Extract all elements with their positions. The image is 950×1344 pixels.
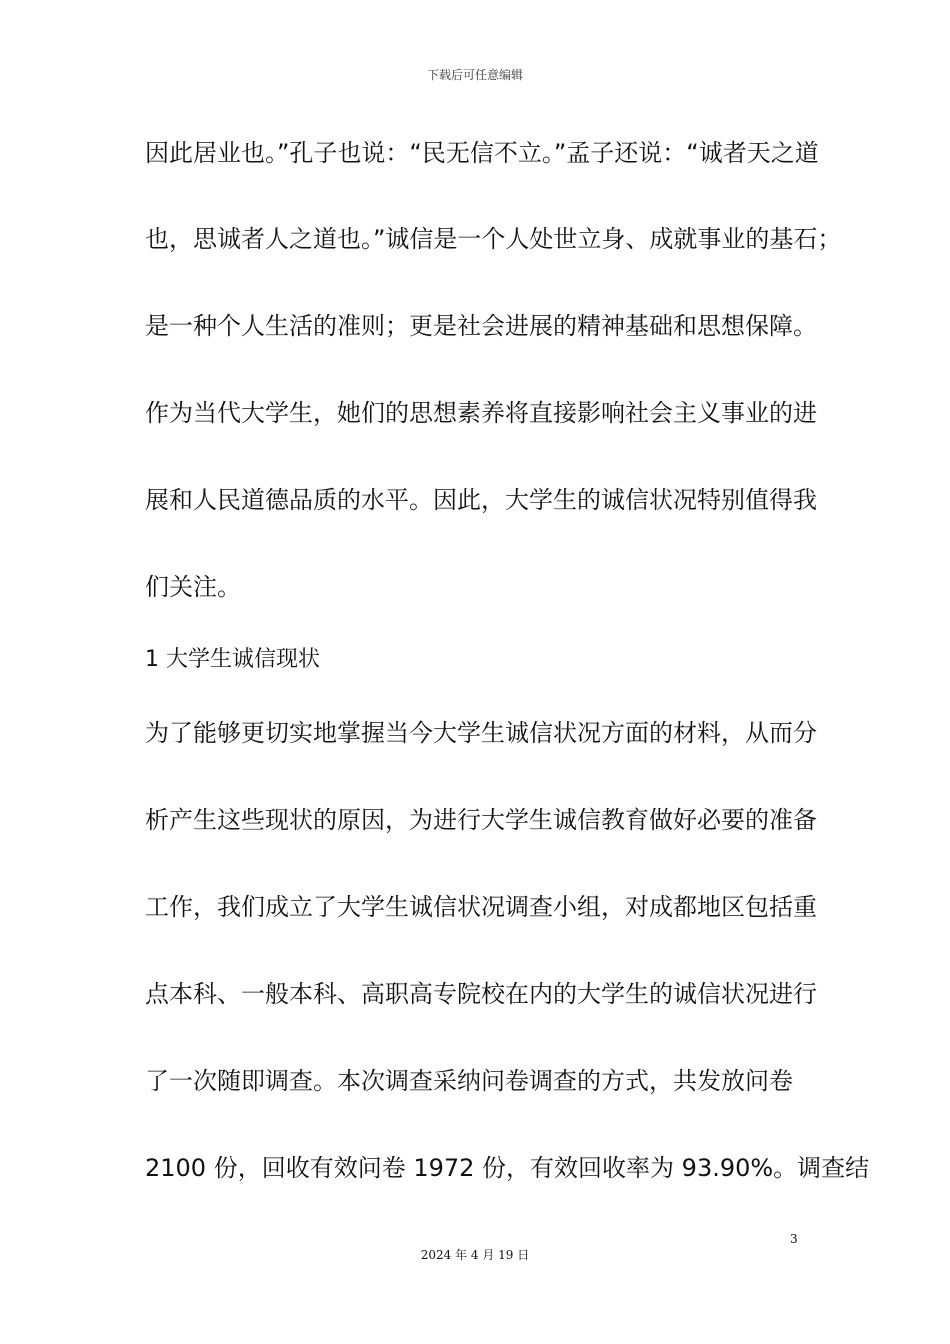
paragraph-line: 工作，我们成立了大学生诚信状况调查小组，对成都地区包括重	[145, 893, 817, 921]
footer-date: 2024 年 4 月 19 日	[420, 1248, 530, 1262]
section-heading: 1 大学生诚信现状	[145, 647, 320, 672]
paragraph-line: 为了能够更切实地掌握当今大学生诚信状况方面的材料，从而分	[145, 719, 817, 747]
page-number: 3	[790, 1232, 798, 1246]
paragraph-line: 点本科、一般本科、高职高专院校在内的大学生的诚信状况进行	[145, 980, 817, 1008]
paragraph-line: 因此居业也。”孔子也说：“民无信不立。”孟子还说：“诚者天之道	[145, 139, 819, 167]
paragraph-line: 作为当代大学生，她们的思想素养将直接影响社会主义事业的进	[145, 399, 817, 427]
paragraph-line: 析产生这些现状的原因，为进行大学生诚信教育做好必要的准备	[145, 806, 817, 834]
paragraph-line: 了一次随即调查。本次调查采纳问卷调查的方式，共发放问卷	[145, 1067, 793, 1095]
paragraph-line: 们关注。	[145, 573, 241, 601]
paragraph-line: 展和人民道德品质的水平。因此，大学生的诚信状况特别值得我	[145, 486, 817, 514]
paragraph-line: 也，思诚者人之道也。”诚信是一个人处世立身、成就事业的基石；	[145, 225, 842, 253]
paragraph-line: 2100 份，回收有效问卷 1972 份，有效回收率为 93.90%。调查结	[145, 1154, 870, 1182]
paragraph-line: 是一种个人生活的准则；更是社会进展的精神基础和思想保障。	[145, 312, 817, 340]
page-header: 下载后可任意编辑	[426, 68, 523, 82]
